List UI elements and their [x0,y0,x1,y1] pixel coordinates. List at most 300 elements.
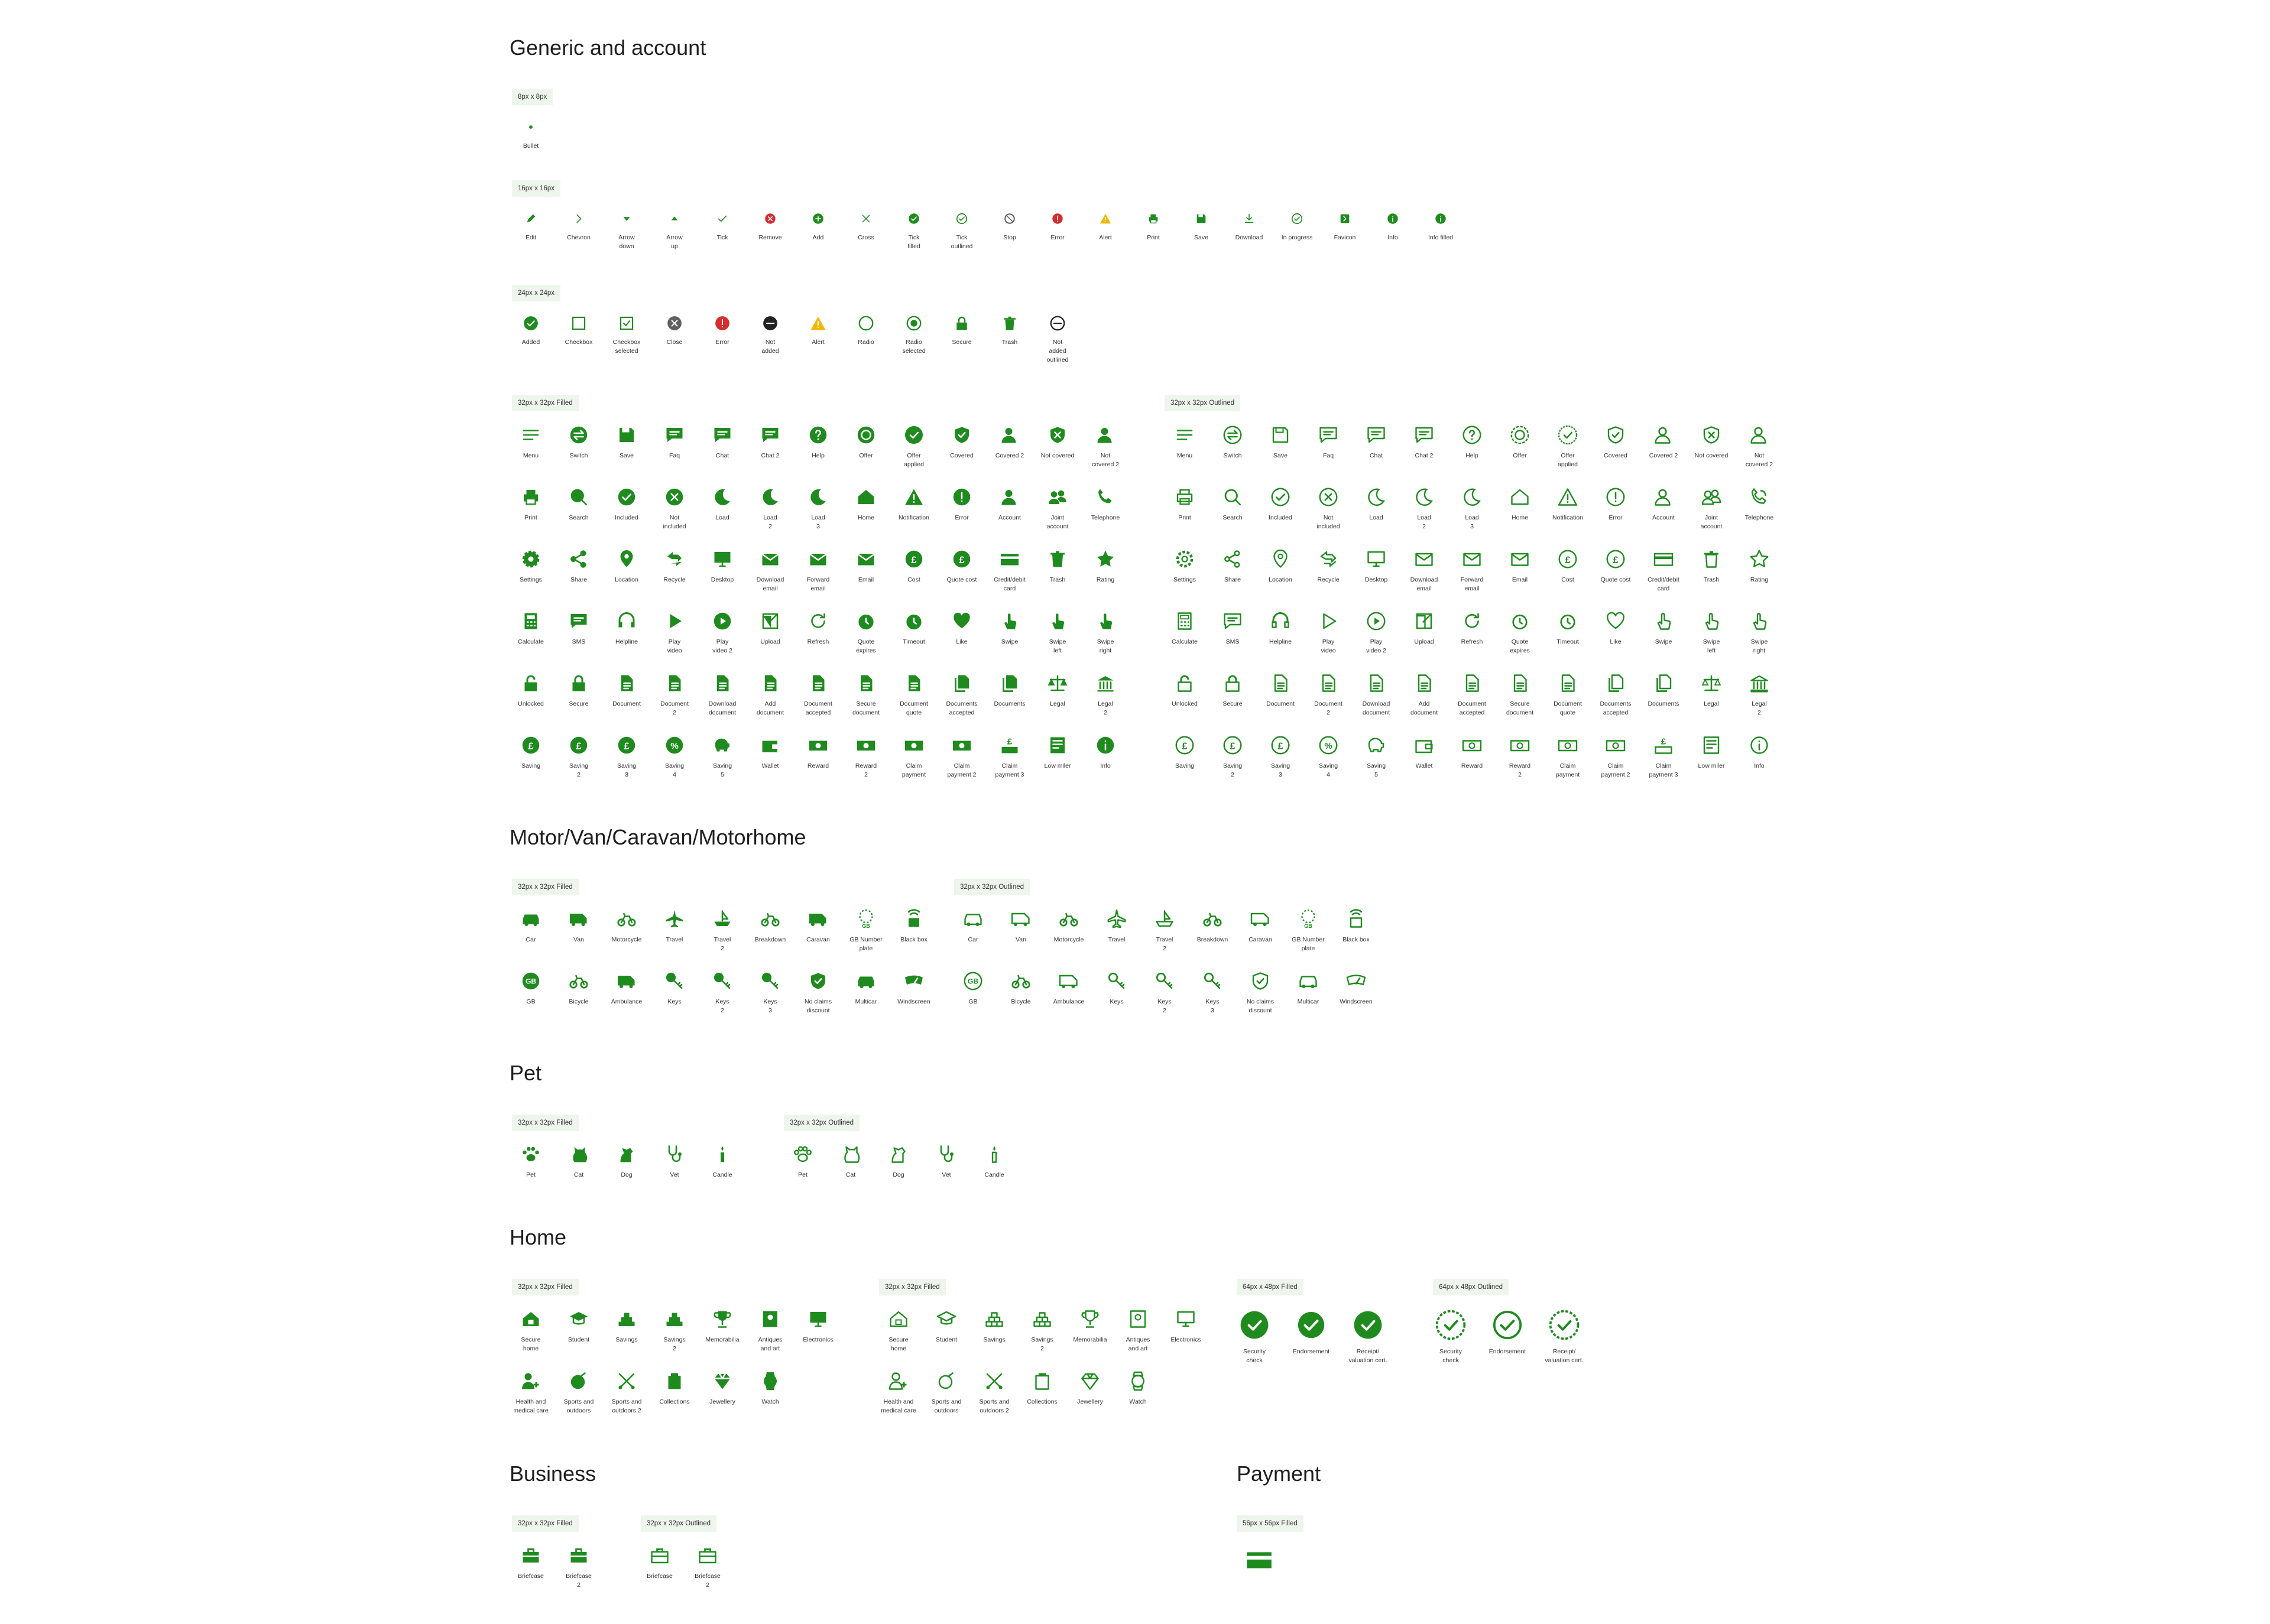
antiques-icon [1114,1308,1162,1330]
icon-tile [827,1144,874,1214]
gb-number-plate-icon [842,908,890,930]
icon-tile [1496,610,1543,681]
icon-label: Receipt/ valuation cert. [1348,1348,1387,1364]
svg-text:£: £ [959,554,965,566]
swipe-right-icon [1736,610,1783,632]
icon-tile [1592,548,1639,619]
van-icon [997,908,1045,930]
student-icon [555,1308,602,1330]
icon-tile [651,314,698,385]
account-icon [1640,486,1687,508]
icon-tile [651,486,698,557]
icon-label: Legal [1704,700,1719,707]
saving-icon [555,735,602,756]
legal-icon [1688,673,1735,694]
icon-label: Load 3 [1465,514,1479,530]
icon-tile [651,1308,698,1379]
swipe-left-icon [1034,610,1081,632]
icon-tile [747,1308,794,1379]
menu-icon [507,424,554,446]
legal-2-icon [1082,673,1129,694]
svg-text:£: £ [1230,740,1235,752]
icon-tile [923,1308,970,1379]
icon-tile [1496,486,1543,557]
load-icon [794,486,842,508]
icon-tile [1034,735,1081,805]
icon-tile [1353,735,1400,805]
radio-selected-icon [890,314,938,332]
briefcase-icon [507,1545,554,1566]
icon-tile [890,548,938,619]
remove-icon [747,210,794,228]
icon-label: Document [612,700,641,707]
offer-applied-icon [890,424,938,446]
icon-tile [507,610,554,681]
icon-label: Windscreen [897,998,930,1005]
icon-tile [699,486,746,557]
health-icon [875,1370,922,1392]
icon-label: Keys 3 [763,998,777,1014]
icon-label: Info [1754,762,1765,769]
icon-tile [1285,908,1332,979]
jewellery-icon [699,1370,746,1392]
share-icon [1209,548,1256,570]
icon-label: No claims discount [804,998,832,1014]
help-icon [1448,424,1496,446]
icon-label: Briefcase [647,1573,673,1580]
svg-text:£: £ [1182,740,1188,752]
icon-label: No claims discount [1246,998,1275,1014]
icon-tile [1736,424,1783,495]
icon-tile [1209,424,1256,495]
icon-label: Watch [761,1398,779,1405]
icon-label: Antiques and art [758,1336,783,1352]
in-progress-icon [1273,210,1321,228]
icon-label: Credit/debit card [1648,576,1679,592]
icon-label: Refresh [1461,638,1483,645]
favicon-icon [1321,210,1369,228]
icon-label: SMS [1225,638,1240,645]
icon-tile [699,210,746,281]
added-icon [507,314,554,332]
icon-tile [890,610,938,681]
icon-label: Savings 2 [1031,1336,1053,1352]
section-title-business: Business [510,1461,596,1486]
icon-tile [603,673,650,743]
icon-tile [794,1308,842,1379]
icon-tile [507,548,554,619]
icon-tile [1034,610,1081,681]
health-icon [507,1370,554,1392]
icon-tile [875,1308,922,1379]
icon-label: Caravan [806,936,830,943]
icon-tile [1544,673,1591,743]
icon-tile [699,673,746,743]
cat-icon [555,1144,602,1165]
included-icon [1257,486,1304,508]
icon-tile [1736,673,1783,743]
error-icon [699,314,746,332]
load-icon [699,486,746,508]
load-icon [747,486,794,508]
icon-tile [1496,424,1543,495]
notification-icon [890,486,938,508]
saving-icon [507,735,554,756]
documents-accepted-icon [938,673,985,694]
icon-label: Caravan [1248,936,1272,943]
icon-label: Add document [756,700,784,716]
icon-label: Play video 2 [712,638,732,654]
icon-label: Add document [1410,700,1438,716]
icon-tile [794,210,842,281]
icon-tile [890,908,938,979]
size-tag: 16px x 16px [512,180,560,197]
breakdown-icon [747,908,794,930]
icon-tile [555,1144,602,1214]
icon-label: Download email [756,576,784,592]
quote-cost-icon [1592,548,1639,570]
security-check-icon [1427,1308,1474,1342]
icon-label: Switch [1223,452,1242,459]
document-accepted-icon [794,673,842,694]
icon-tile [651,1144,698,1214]
icon-label: Secure [1222,700,1243,707]
icon-label: Saving 3 [617,762,637,778]
icon-tile [747,210,794,281]
icon-label: Wallet [761,762,779,769]
stop-icon [986,210,1033,228]
icon-tile [794,673,842,743]
stethoscope-icon [651,1144,698,1165]
icon-label: Jewellery [709,1398,735,1405]
icon-label: Arrow down [618,234,635,250]
svg-text:£: £ [624,740,630,752]
forward-email-icon [1448,548,1496,570]
svg-text:GB: GB [526,977,536,986]
icon-tile [938,210,985,281]
icon-tile [747,735,794,805]
icon-label: Not covered 2 [1091,452,1120,468]
saving-icon [603,735,650,756]
card-icon [986,548,1033,570]
icon-label: Briefcase [518,1573,544,1580]
icon-tile [997,970,1045,1041]
icon-tile [699,970,746,1041]
email-icon [1496,548,1543,570]
icon-label: Info [1387,234,1398,241]
icon-label: Low miler [1698,762,1725,769]
icon-tile [747,486,794,557]
telephone-icon [1082,486,1129,508]
icon-label: Secure home [521,1336,541,1352]
icon-label: Error [1609,514,1623,521]
size-tag: 8px x 8px [512,89,553,105]
icon-label: Not added outlined [1046,339,1069,363]
info-icon [1369,210,1416,228]
size-tag: 32px x 32px Outlined [641,1515,716,1532]
icon-label: Secure [569,700,589,707]
icon-label: Print [524,514,537,521]
icon-tile [507,424,554,495]
icon-tile [890,210,938,281]
svg-text:GB: GB [862,923,870,929]
print-icon [507,486,554,508]
icon-tile [1257,424,1304,495]
icon-label: Keys 2 [715,998,729,1014]
icon-label: Saving 5 [712,762,732,778]
icon-label: Not covered [1040,452,1075,459]
not-added-outlined-icon [1034,314,1081,332]
icon-tile [842,424,890,495]
icon-tile [747,1370,794,1441]
stethoscope-icon [923,1144,970,1165]
sports-2-icon [971,1370,1018,1392]
section-title-generic: Generic and account [510,35,706,60]
chat-icon [699,424,746,446]
unlocked-icon [507,673,554,694]
icon-label: Motorcycle [611,936,642,943]
section-title-pet: Pet [510,1061,542,1085]
svg-text:%: % [670,741,679,751]
icon-tile [842,548,890,619]
play-video-2-icon [699,610,746,632]
icon-tile [938,610,985,681]
not-covered-2-icon [1736,424,1783,446]
gb-icon [949,970,997,992]
icon-tile [507,970,554,1041]
icon-label: Share [1224,576,1241,583]
icon-label: Receipt/ valuation cert. [1545,1348,1584,1364]
size-tag: 32px x 32px Outlined [1165,395,1240,411]
icon-tile [1332,908,1380,979]
trash-icon [1034,548,1081,570]
icon-label: Forward email [1460,576,1484,592]
keys-2-icon [699,970,746,992]
icon-tile [1688,424,1735,495]
joint-account-icon [1688,486,1735,508]
icon-label: Load 2 [1417,514,1431,530]
secure-home-icon [875,1308,922,1330]
icon-tile [1640,610,1687,681]
icon-label: Black box [1342,936,1370,943]
icon-label: Security check [1243,1348,1266,1364]
icon-label: Save [1273,452,1288,459]
size-tag: 32px x 32px Filled [512,395,579,411]
section-title-motor: Motor/Van/Caravan/Motorhome [510,825,806,849]
icon-label: Reward 2 [1509,762,1531,778]
sms-icon [555,610,602,632]
icon-tile [1640,673,1687,743]
size-tag: 32px x 32px Outlined [954,879,1030,895]
car-icon [949,908,997,930]
icon-tile [1544,548,1591,619]
icon-tile [875,1370,922,1441]
no-claims-icon [794,970,842,992]
card-payment-icon [1235,1545,1283,1574]
icon-label: Pet [526,1171,536,1178]
icon-tile [555,1308,602,1379]
download-document-icon [1353,673,1400,694]
icon-tile [555,210,602,281]
icon-label: Swipe right [1750,638,1768,654]
covered-2-icon [1640,424,1687,446]
download-document-icon [699,673,746,694]
size-tag: 32px x 32px Outlined [784,1115,860,1131]
icon-tile [986,610,1033,681]
icon-label: Timeout [903,638,925,645]
icon-tile [1034,548,1081,619]
save-icon [603,424,650,446]
icon-label: Helpline [1269,638,1292,645]
icon-tile [1496,673,1543,743]
icon-tile [842,673,890,743]
icon-label: Saving 3 [1270,762,1290,778]
icon-label: Stop [1003,234,1016,241]
icon-label: Health and medical care [513,1398,549,1414]
icon-tile [699,735,746,805]
icon-label: Chevron [567,234,591,241]
icon-label: Breakdown [754,936,786,943]
icon-label: Saving 2 [569,762,589,778]
icon-tile [507,118,554,189]
error-icon [1034,210,1081,228]
icon-label: Arrow up [666,234,683,250]
icon-tile [1353,548,1400,619]
paw-icon [507,1144,554,1165]
icon-label: GB Number plate [1292,936,1325,952]
ambulance-icon [603,970,650,992]
offer-icon [842,424,890,446]
icon-tile [699,314,746,385]
sports-2-icon [603,1370,650,1392]
bicycle-icon [997,970,1045,992]
icon-label: Desktop [711,576,734,583]
black-box-icon [890,908,938,930]
dog-icon [603,1144,650,1165]
icon-label: Unlocked [1172,700,1198,707]
menu-icon [1161,424,1208,446]
icon-label: Credit/debit card [994,576,1026,592]
tick-icon [699,210,746,228]
icon-label: Car [968,936,978,943]
icon-tile [1736,486,1783,557]
icon-tile [603,1144,650,1214]
icon-label: Desktop [1364,576,1388,583]
reward-icon [1496,735,1543,756]
icon-tile [842,735,890,805]
icon-tile [794,424,842,495]
endorsement-icon [1484,1308,1531,1342]
svg-text:£: £ [576,740,582,752]
icon-label: Account [998,514,1021,521]
icon-tile [507,1370,554,1441]
caravan-icon [794,908,842,930]
icon-label: Legal 2 [1752,700,1767,716]
icon-label: Offer applied [1558,452,1578,468]
icon-label: Checkbox selected [612,339,641,355]
icon-label: Trash [1049,576,1066,583]
icon-label: Car [526,936,536,943]
icon-tile [794,486,842,557]
icon-tile [1592,486,1639,557]
icon-tile [603,735,650,805]
icon-tile [1484,1308,1531,1379]
icon-tile [923,1370,970,1441]
icon-tile [842,610,890,681]
included-icon [603,486,650,508]
icon-label: Document 2 [660,700,689,716]
icon-tile [1285,970,1332,1041]
switch-icon [555,424,602,446]
icon-label: Error [715,339,729,346]
checkbox-icon [555,314,602,332]
claim-payment-3-icon [1640,735,1687,756]
caravan-icon [1237,908,1284,930]
icon-label: Memorabilia [1073,1336,1107,1343]
icon-label: Antiques and art [1126,1336,1150,1352]
icon-label: Menu [1176,452,1193,459]
icon-tile [1209,548,1256,619]
cost-icon [890,548,938,570]
timeout-icon [1544,610,1591,632]
timeout-icon [890,610,938,632]
icon-tile [651,210,698,281]
icon-tile [603,908,650,979]
icon-label: Secure [952,339,972,346]
keys-3-icon [1189,970,1236,992]
low-miler-icon [1034,735,1081,756]
icon-label: Error [1050,234,1065,241]
icon-tile [651,1370,698,1441]
icon-label: Not covered 2 [1745,452,1773,468]
not-added-icon [747,314,794,332]
icon-label: Notification [1552,514,1583,521]
documents-icon [986,673,1033,694]
error-icon [1592,486,1639,508]
icon-label: Legal [1050,700,1065,707]
briefcase-icon [636,1545,683,1566]
boat-icon [699,908,746,930]
bullet-icon [507,118,554,136]
not-included-icon [651,486,698,508]
icon-label: Settings [1173,576,1196,583]
icon-tile [603,1308,650,1379]
svg-text:£: £ [1277,740,1283,752]
icon-label: Bullet [523,142,539,150]
secure-icon [555,673,602,694]
icon-tile [1353,610,1400,681]
play-video-icon [651,610,698,632]
icon-label: Like [956,638,968,645]
icon-tile [794,314,842,385]
switch-icon [1209,424,1256,446]
icon-tile [507,1308,554,1379]
icon-label: Tick filled [907,234,920,250]
icon-tile [986,424,1033,495]
icon-tile [1141,970,1188,1041]
icon-tile [651,908,698,979]
checkbox-selected-icon [603,314,650,332]
icon-tile [684,1545,731,1616]
icon-tile [1114,1308,1162,1379]
icon-label: Multicar [1297,998,1319,1005]
claim-payment-icon [1544,735,1591,756]
icon-label: Radio selected [902,339,926,355]
print-icon [1130,210,1177,228]
icon-tile [1448,735,1496,805]
icon-label: Travel [666,936,683,943]
size-tag: 32px x 32px Filled [512,879,579,895]
